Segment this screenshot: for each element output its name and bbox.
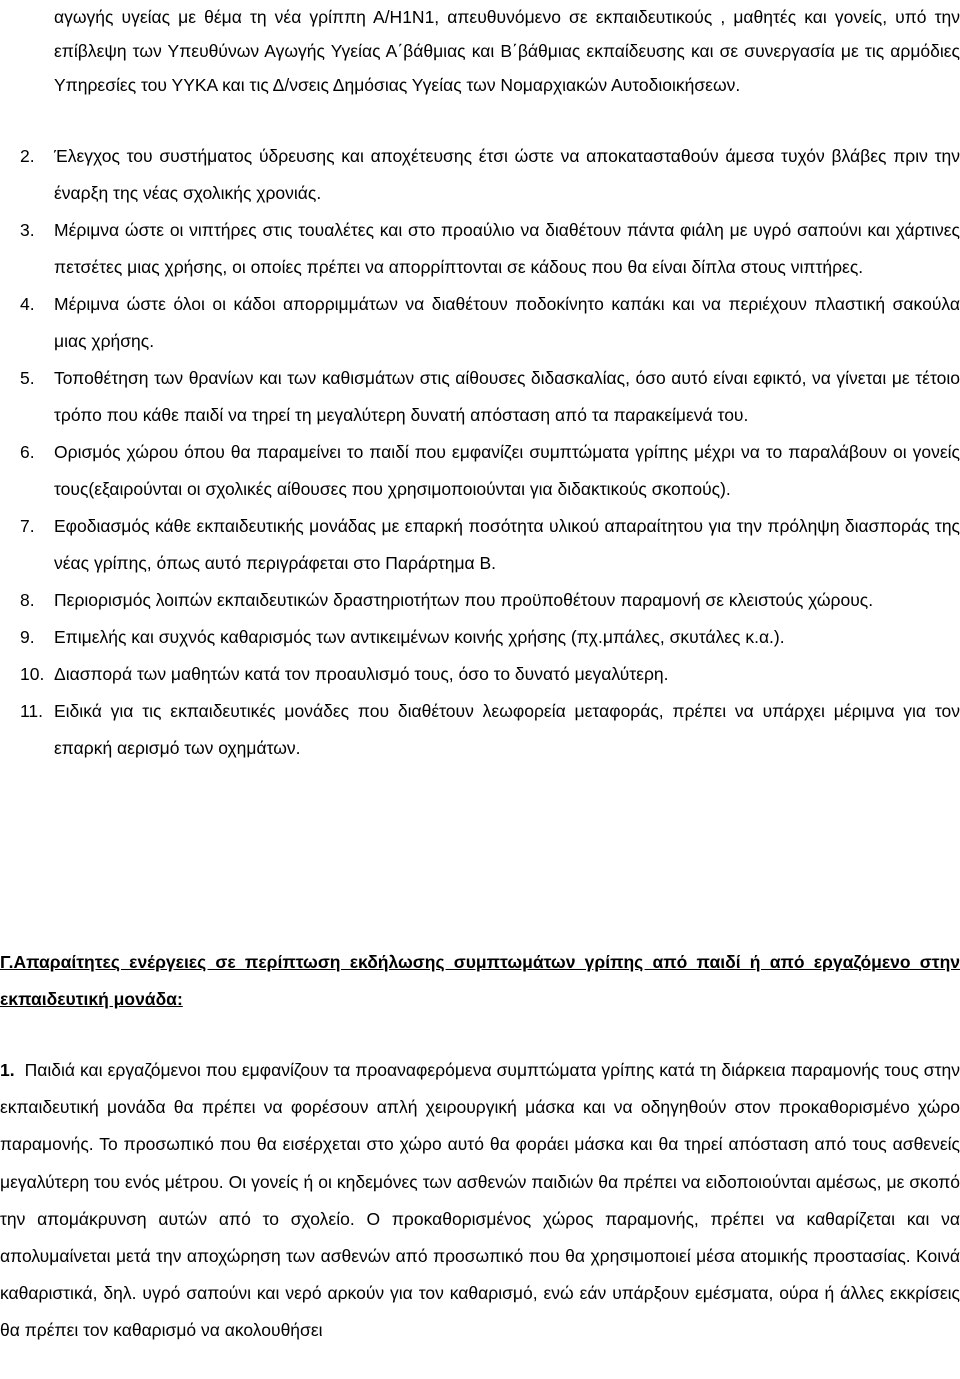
item-text: Περιορισμός λοιπών εκπαιδευτικών δραστηριοτήτων που προϋποθέτουν παραμονή σε κλειστούς χώρους. [54,590,874,610]
item-number: 7. [20,516,35,536]
item-text: Ειδικά για τις εκπαιδευτικές μονάδες που διαθέτουν λεωφορεία μεταφοράς, πρέπει να υπάρχει μέριμνα για τον επαρκή αερισμό των οχημάτων. [54,701,960,758]
list-item [0,138,960,212]
item-number: 5. [20,368,35,388]
section-heading: Γ.Απαραίτητες ενέργειες σε περίπτωση εκδήλωσης συμπτωμάτων γρίπης από παιδί ή από εργαζόμενο στην εκπαιδευτική μονάδα: [0,952,960,1009]
list-item [0,582,960,619]
item-number: 3. [20,220,35,240]
item-number: 6. [20,442,35,462]
list-item [0,212,960,286]
item-text: Έλεγχος του συστήματος ύδρευσης και αποχέτευσης έτσι ώστε να αποκατασταθούν άμεσα τυχόν βλάβες πριν την έναρξη της νέας σχολικής χρονιάς. [54,146,960,203]
list-item [0,360,960,434]
item-number: 4. [20,294,35,314]
section-paragraph [0,1052,960,1350]
list-item [0,286,960,360]
item-text: Εφοδιασμός κάθε εκπαιδευτικής μονάδας με επαρκή ποσότητα υλικού απαραίτητου για την πρόληψη διασποράς της νέας γρίπης, όπως αυτό περιγράφεται στο Παράρτημα Β. [54,516,960,573]
item-text: Επιμελής και συχνός καθαρισμός των αντικειμένων κοινής χρήσης (πχ.μπάλες, σκυτάλες κ.α.). [54,627,785,647]
list-item [0,619,960,656]
list-item [0,656,960,693]
item-text: Μέριμνα ώστε οι νιπτήρες στις τουαλέτες και στο προαύλιο να διαθέτουν πάντα φιάλη με υγρό σαπούνι και χάρτινες πετσέτες μιας χρήσης, οι οποίες πρέπει να απορρίπτονται σε κάδους που θα είναι δίπλα στους νιπτήρες. [54,220,960,277]
item-number: 2. [20,146,35,166]
item-text: Μέριμνα ώστε όλοι οι κάδοι απορριμμάτων να διαθέτουν ποδοκίνητο καπάκι και να περιέχουν πλαστική σακούλα μιας χρήσης. [54,294,960,351]
item-number: 9. [20,627,35,647]
item-number: 10. [20,664,45,684]
paragraph-text: Παιδιά και εργαζόμενοι που εμφανίζουν τα προαναφερόμενα συμπτώματα γρίπης κατά τη διάρκεια παραμονής τους στην εκπαιδευτική μονάδα θα πρέπει να φορέσουν απλή χειρουργική μάσκα και να οδηγηθούν στον προκαθορισμένο χώρο παραμονής. Το προσωπικό που θα εισέρχεται στο χώρο αυτό θα φοράει μάσκα και θα τηρεί απόσταση από τους ασθενείς μεγαλύτερη του ενός μέτρου. Οι γονείς ή οι κηδεμόνες των ασθενών παιδιών θα πρέπει να ειδοποιούνται αμέσως, με σκοπό την απομάκρυνση αυτών από το σχολείο. Ο προκαθορισμένος χώρος παραμονής, πρέπει να καθαρίζεται και να απολυμαίνεται μετά την αποχώρηση των ασθενών από προσωπικό που θα χρησιμοποιεί μέσα ατομικής προστασίας. Κοινά καθαριστικά, δηλ. υγρό σαπούνι και νερό αρκούν για τον καθαρισμό, ενώ εάν υπάρξουν εμέσματα, ούρα ή άλλες εκκρίσεις θα πρέπει τον καθαρισμό να ακολουθήσει [0,1060,960,1341]
item-number: 11. [20,701,44,721]
item-text: Διασπορά των μαθητών κατά τον προαυλισμό τους, όσο το δυνατό μεγαλύτερη. [54,664,669,684]
item-text: Ορισμός χώρου όπου θα παραμείνει το παιδί που εμφανίζει συμπτώματα γρίπης μέχρι να το παραλάβουν οι γονείς τους(εξαιρούνται οι σχολικές αίθουσες που χρησιμοποιούνται για διδακτικούς σκοπούς). [54,442,960,499]
measures-list [0,138,960,767]
paragraph-number: 1. [0,1060,15,1080]
intro-paragraph: αγωγής υγείας με θέμα τη νέα γρίππη Α/Η1Ν1, απευθυνόμενο σε εκπαιδευτικούς , μαθητές και γονείς, υπό την επίβλεψη των Υπευθύνων Αγωγής Υγείας Α΄βάθμιας και Β΄βάθμιας εκπαίδευσης και σε συνεργασία με τις αρμόδιες Υπηρεσίες του ΥΥΚΑ και τις Δ/νσεις Δημόσιας Υγείας των Νομαρχιακών Αυτοδιοικήσεων. [54,7,960,95]
list-item [0,508,960,582]
item-number: 8. [20,590,35,610]
list-item [0,693,960,767]
list-item [0,434,960,508]
item-text: Τοποθέτηση των θρανίων και των καθισμάτων στις αίθουσες διδασκαλίας, όσο αυτό είναι εφικτό, να γίνεται με τέτοιο τρόπο που κάθε παιδί να τηρεί τη μεγαλύτερη δυνατή απόσταση από τα παρακείμενά του. [54,368,960,425]
